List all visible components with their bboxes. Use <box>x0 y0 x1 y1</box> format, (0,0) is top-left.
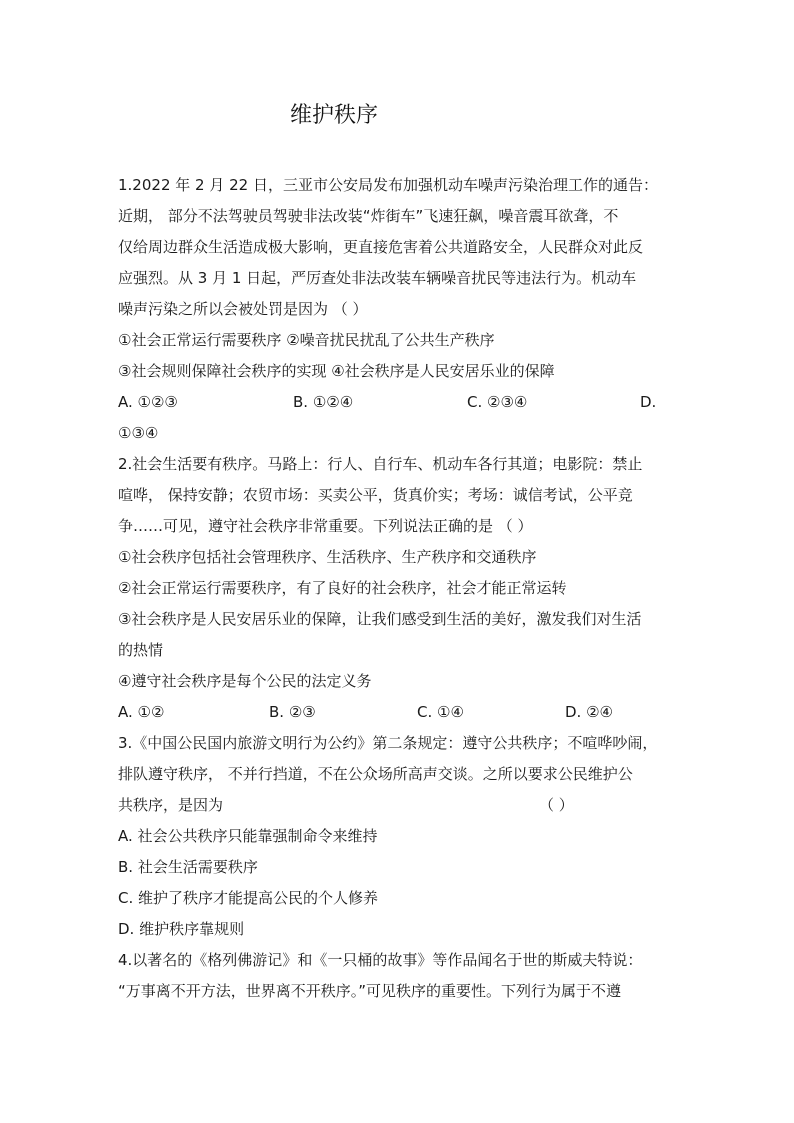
statement-line: ②社会正常运行需要秩序，有了良好的社会秩序，社会才能正常运转 <box>118 579 567 597</box>
option-a: A. ①② <box>118 703 165 721</box>
question-stem-line: 喧哗， 保持安静；农贸市场：买卖公平，货真价实；考场：诚信考试，公平竞 <box>118 486 633 504</box>
option-a: A. ①②③ <box>118 393 178 411</box>
question-stem-line: 近期， 部分不法驾驶员驾驶非法改装“炸街车”飞速狂飙，噪音震耳欲聋，不 <box>118 207 619 225</box>
statement-line: ③社会规则保障社会秩序的实现 ④社会秩序是人民安居乐业的保障 <box>118 362 555 380</box>
question-4 <box>118 945 678 1007</box>
question-stem-line: 排队遵守秩序， 不并行挡道，不在公众场所高声交谈。之所以要求公民维护公 <box>118 765 633 783</box>
question-stem-line: “万事离不开方法，世界离不开秩序。”可见秩序的重要性。下列行为属于不遵 <box>118 982 622 1000</box>
option-d: D. <box>640 393 657 411</box>
option-c: C. 维护了秩序才能提高公民的个人修养 <box>118 889 379 907</box>
question-stem-line: 1.2022 年 2 月 22 日，三亚市公安局发布加强机动车噪声污染治理工作的通告： <box>118 176 658 194</box>
answer-options <box>118 697 678 728</box>
question-stem-line: 应强烈。从 3 月 1 日起，严厉查处非法改装车辆噪音扰民等违法行为。机动车 <box>118 269 637 287</box>
statement-line: ①社会秩序包括社会管理秩序、生活秩序、生产秩序和交通秩序 <box>118 548 537 566</box>
option-c: C. ②③④ <box>467 393 528 411</box>
statement-line: ①社会正常运行需要秩序 ②噪音扰民扰乱了公共生产秩序 <box>118 331 495 349</box>
question-stem-text: 共秩序，是因为 <box>118 796 224 814</box>
question-2 <box>118 449 678 728</box>
option-d: D. ②④ <box>565 703 613 721</box>
question-stem-line: 噪声污染之所以会被处罚是因为 （ ） <box>118 300 368 318</box>
option-b: B. ①②④ <box>293 393 354 411</box>
option-b: B. 社会生活需要秩序 <box>118 858 258 876</box>
option-d-content: ①③④ <box>118 424 159 442</box>
statement-line: 的热情 <box>118 641 164 659</box>
answer-options <box>118 387 678 418</box>
option-a: A. 社会公共秩序只能靠强制命令来维持 <box>118 827 378 845</box>
question-stem-line: 争……可见，遵守社会秩序非常重要。下列说法正确的是 （ ） <box>118 517 533 535</box>
question-stem-line: 仅给周边群众生活造成极大影响，更直接危害着公共道路安全，人民群众对此反 <box>118 238 644 256</box>
question-list <box>118 170 678 1007</box>
question-stem-line: 2.社会生活要有秩序。马路上：行人、自行车、机动车各行其道；电影院：禁止 <box>118 455 643 473</box>
question-3 <box>118 728 678 945</box>
option-c: C. ①④ <box>417 703 464 721</box>
question-1 <box>118 170 678 449</box>
question-stem-line: 3.《中国公民国内旅游文明行为公约》第二条规定：遵守公共秩序；不喧哗吵闹， <box>118 734 658 752</box>
statement-line: ③社会秩序是人民安居乐业的保障，让我们感受到生活的美好，激发我们对生活 <box>118 610 642 628</box>
question-stem-line: 4.以著名的《格列佛游记》和《一只桶的故事》等作品闻名于世的斯威夫特说： <box>118 951 643 969</box>
document-title: 维护秩序 <box>290 103 379 128</box>
statement-line: ④遵守社会秩序是每个公民的法定义务 <box>118 672 372 690</box>
question-stem-line <box>118 790 678 821</box>
option-d: D. 维护秩序靠规则 <box>118 920 245 938</box>
answer-bracket: （ ） <box>539 796 574 814</box>
option-b: B. ②③ <box>269 703 316 721</box>
